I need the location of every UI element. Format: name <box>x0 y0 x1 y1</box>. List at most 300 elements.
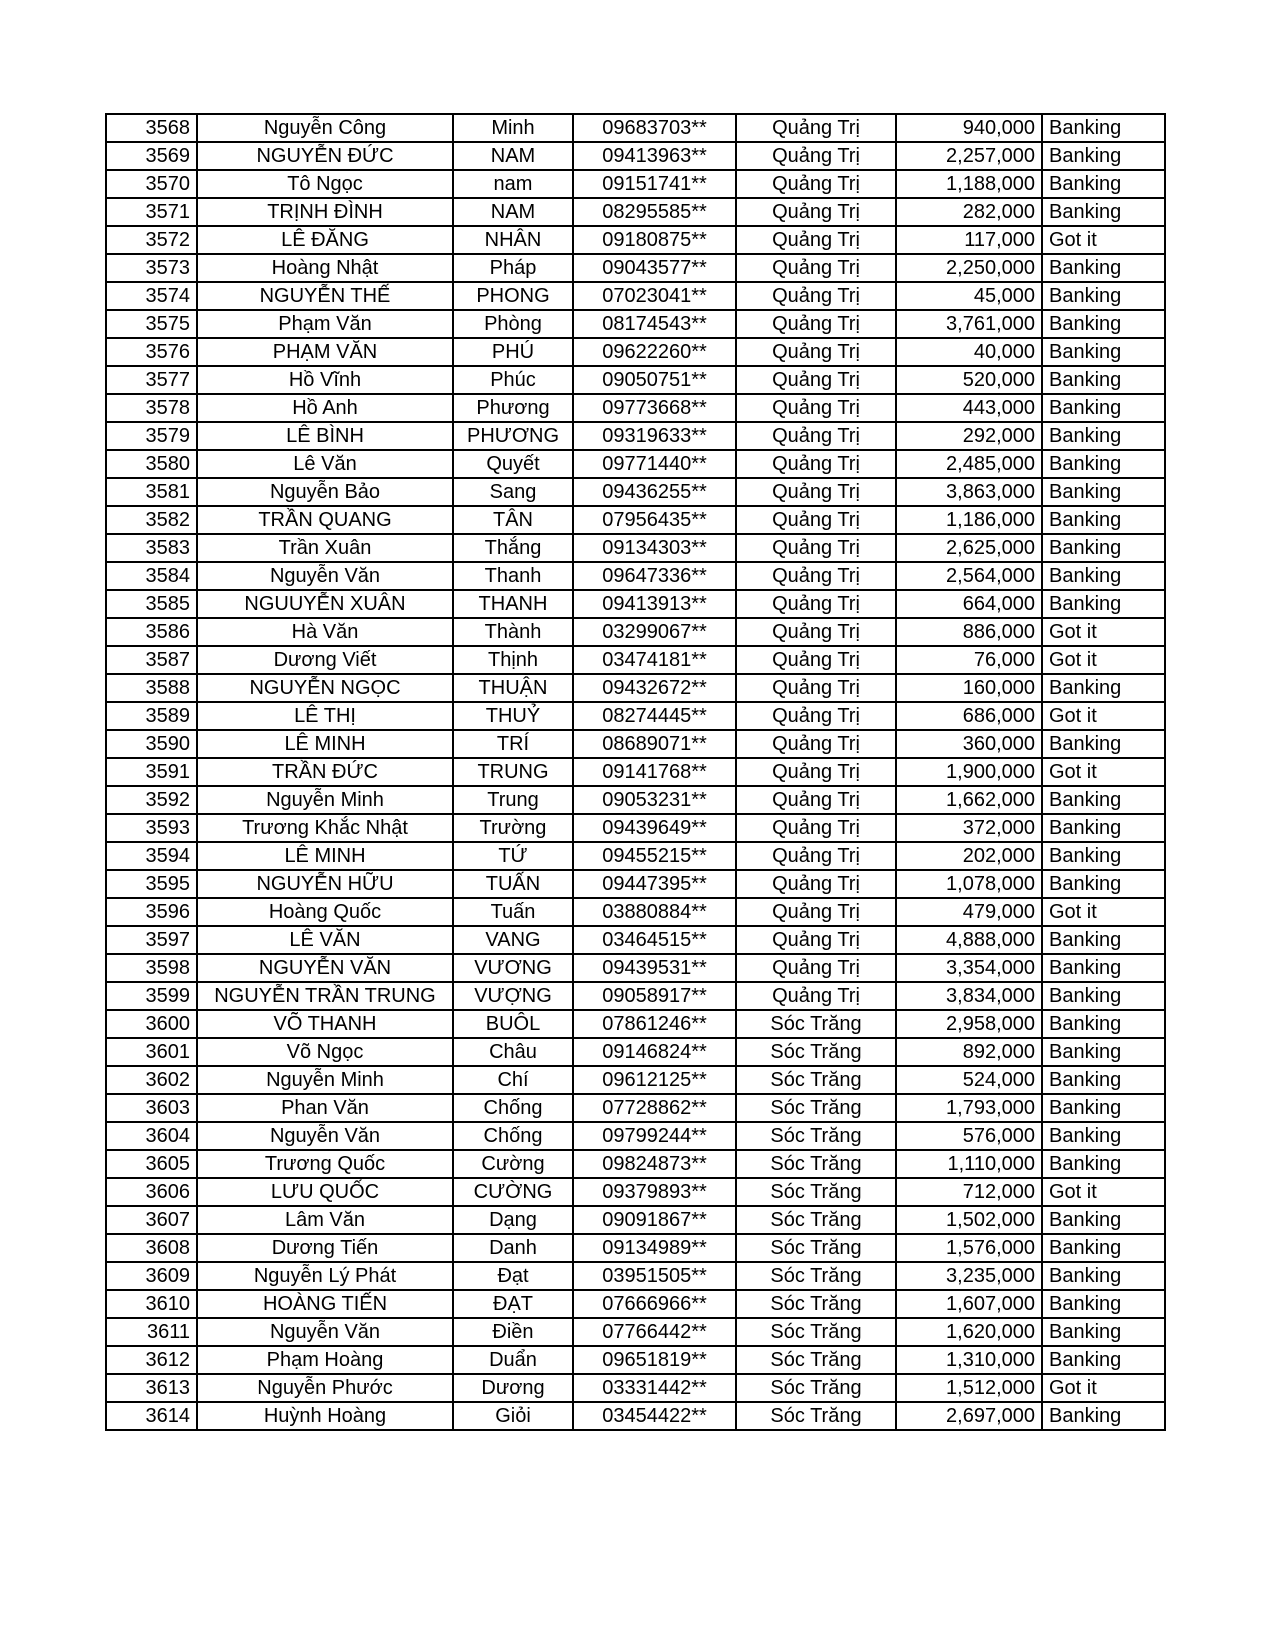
last-middle-name: Nguyễn Văn <box>197 1318 453 1346</box>
province: Quảng Trị <box>736 282 896 310</box>
first-name: Chống <box>453 1094 573 1122</box>
masked-phone: 08689071** <box>573 730 736 758</box>
winners-table <box>105 113 1166 1431</box>
table-row <box>106 1150 1165 1178</box>
last-middle-name: LƯU QUỐC <box>197 1178 453 1206</box>
table-row <box>106 114 1165 142</box>
first-name: TÂN <box>453 506 573 534</box>
prize-amount: 40,000 <box>896 338 1042 366</box>
masked-phone: 03880884** <box>573 898 736 926</box>
province: Sóc Trăng <box>736 1010 896 1038</box>
prize-amount: 664,000 <box>896 590 1042 618</box>
masked-phone: 08295585** <box>573 198 736 226</box>
prize-amount: 282,000 <box>896 198 1042 226</box>
province: Sóc Trăng <box>736 1318 896 1346</box>
table-row <box>106 982 1165 1010</box>
prize-amount: 712,000 <box>896 1178 1042 1206</box>
row-number: 3593 <box>106 814 197 842</box>
masked-phone: 03474181** <box>573 646 736 674</box>
prize-amount: 292,000 <box>896 422 1042 450</box>
first-name: PHÚ <box>453 338 573 366</box>
row-number: 3572 <box>106 226 197 254</box>
prize-amount: 372,000 <box>896 814 1042 842</box>
payment-method: Banking <box>1042 170 1165 198</box>
table-row <box>106 506 1165 534</box>
prize-amount: 2,958,000 <box>896 1010 1042 1038</box>
first-name: Dạng <box>453 1206 573 1234</box>
payment-method: Banking <box>1042 1346 1165 1374</box>
table-row <box>106 562 1165 590</box>
payment-method: Banking <box>1042 730 1165 758</box>
last-middle-name: LÊ ĐĂNG <box>197 226 453 254</box>
prize-amount: 2,697,000 <box>896 1402 1042 1430</box>
province: Quảng Trị <box>736 198 896 226</box>
row-number: 3609 <box>106 1262 197 1290</box>
table-row <box>106 338 1165 366</box>
first-name: Trường <box>453 814 573 842</box>
first-name: Giỏi <box>453 1402 573 1430</box>
table-row <box>106 814 1165 842</box>
row-number: 3590 <box>106 730 197 758</box>
table-row <box>106 842 1165 870</box>
row-number: 3596 <box>106 898 197 926</box>
province: Sóc Trăng <box>736 1066 896 1094</box>
table-row <box>106 226 1165 254</box>
row-number: 3592 <box>106 786 197 814</box>
last-middle-name: NGUYỄN HỮU <box>197 870 453 898</box>
first-name: VANG <box>453 926 573 954</box>
payment-method: Banking <box>1042 954 1165 982</box>
prize-amount: 1,512,000 <box>896 1374 1042 1402</box>
prize-amount: 2,250,000 <box>896 254 1042 282</box>
table-row <box>106 1038 1165 1066</box>
last-middle-name: TRẦN QUANG <box>197 506 453 534</box>
masked-phone: 09439649** <box>573 814 736 842</box>
first-name: Phương <box>453 394 573 422</box>
masked-phone: 03464515** <box>573 926 736 954</box>
prize-amount: 1,502,000 <box>896 1206 1042 1234</box>
first-name: Thịnh <box>453 646 573 674</box>
first-name: TRÍ <box>453 730 573 758</box>
row-number: 3577 <box>106 366 197 394</box>
row-number: 3599 <box>106 982 197 1010</box>
prize-amount: 1,620,000 <box>896 1318 1042 1346</box>
prize-amount: 202,000 <box>896 842 1042 870</box>
payment-method: Banking <box>1042 1066 1165 1094</box>
last-middle-name: LÊ VĂN <box>197 926 453 954</box>
masked-phone: 07728862** <box>573 1094 736 1122</box>
payment-method: Banking <box>1042 422 1165 450</box>
last-middle-name: LÊ BÌNH <box>197 422 453 450</box>
province: Sóc Trăng <box>736 1206 896 1234</box>
province: Quảng Trị <box>736 758 896 786</box>
last-middle-name: Nguyễn Minh <box>197 786 453 814</box>
payment-method: Got it <box>1042 898 1165 926</box>
province: Quảng Trị <box>736 730 896 758</box>
row-number: 3584 <box>106 562 197 590</box>
table-row <box>106 1010 1165 1038</box>
row-number: 3595 <box>106 870 197 898</box>
masked-phone: 09436255** <box>573 478 736 506</box>
last-middle-name: LÊ MINH <box>197 842 453 870</box>
table-row <box>106 590 1165 618</box>
table-row <box>106 170 1165 198</box>
row-number: 3579 <box>106 422 197 450</box>
prize-amount: 160,000 <box>896 674 1042 702</box>
masked-phone: 09651819** <box>573 1346 736 1374</box>
first-name: Pháp <box>453 254 573 282</box>
prize-amount: 1,186,000 <box>896 506 1042 534</box>
province: Quảng Trị <box>736 226 896 254</box>
first-name: TUẤN <box>453 870 573 898</box>
first-name: PHONG <box>453 282 573 310</box>
row-number: 3586 <box>106 618 197 646</box>
row-number: 3607 <box>106 1206 197 1234</box>
payment-method: Banking <box>1042 1318 1165 1346</box>
payment-method: Got it <box>1042 758 1165 786</box>
province: Sóc Trăng <box>736 1178 896 1206</box>
last-middle-name: Lê Văn <box>197 450 453 478</box>
payment-method: Banking <box>1042 114 1165 142</box>
first-name: Chống <box>453 1122 573 1150</box>
table-row <box>106 366 1165 394</box>
table-row <box>106 142 1165 170</box>
last-middle-name: NGUUYỄN XUÂN <box>197 590 453 618</box>
prize-amount: 2,485,000 <box>896 450 1042 478</box>
table-row <box>106 394 1165 422</box>
payment-method: Banking <box>1042 842 1165 870</box>
first-name: Phòng <box>453 310 573 338</box>
last-middle-name: Phạm Văn <box>197 310 453 338</box>
province: Quảng Trị <box>736 898 896 926</box>
last-middle-name: Nguyễn Bảo <box>197 478 453 506</box>
masked-phone: 08274445** <box>573 702 736 730</box>
first-name: VƯỢNG <box>453 982 573 1010</box>
last-middle-name: Dương Viết <box>197 646 453 674</box>
table-row <box>106 282 1165 310</box>
first-name: Tuấn <box>453 898 573 926</box>
payment-method: Banking <box>1042 254 1165 282</box>
payment-method: Banking <box>1042 1262 1165 1290</box>
prize-amount: 1,576,000 <box>896 1234 1042 1262</box>
province: Quảng Trị <box>736 142 896 170</box>
masked-phone: 03331442** <box>573 1374 736 1402</box>
prize-amount: 76,000 <box>896 646 1042 674</box>
first-name: Châu <box>453 1038 573 1066</box>
masked-phone: 03951505** <box>573 1262 736 1290</box>
payment-method: Banking <box>1042 478 1165 506</box>
table-row <box>106 1178 1165 1206</box>
row-number: 3612 <box>106 1346 197 1374</box>
row-number: 3606 <box>106 1178 197 1206</box>
first-name: Sang <box>453 478 573 506</box>
last-middle-name: NGUYỄN THẾ <box>197 282 453 310</box>
first-name: Trung <box>453 786 573 814</box>
first-name: NAM <box>453 142 573 170</box>
last-middle-name: NGUYỄN TRẦN TRUNG <box>197 982 453 1010</box>
row-number: 3568 <box>106 114 197 142</box>
last-middle-name: Nguyễn Văn <box>197 562 453 590</box>
first-name: Chí <box>453 1066 573 1094</box>
first-name: Đạt <box>453 1262 573 1290</box>
row-number: 3581 <box>106 478 197 506</box>
table-row <box>106 1346 1165 1374</box>
province: Quảng Trị <box>736 562 896 590</box>
prize-amount: 2,564,000 <box>896 562 1042 590</box>
masked-phone: 09413913** <box>573 590 736 618</box>
province: Sóc Trăng <box>736 1122 896 1150</box>
last-middle-name: Nguyễn Minh <box>197 1066 453 1094</box>
last-middle-name: Hồ Anh <box>197 394 453 422</box>
province: Sóc Trăng <box>736 1094 896 1122</box>
prize-amount: 940,000 <box>896 114 1042 142</box>
province: Quảng Trị <box>736 254 896 282</box>
row-number: 3603 <box>106 1094 197 1122</box>
masked-phone: 07861246** <box>573 1010 736 1038</box>
prize-amount: 2,625,000 <box>896 534 1042 562</box>
first-name: Phúc <box>453 366 573 394</box>
first-name: THANH <box>453 590 573 618</box>
first-name: Danh <box>453 1234 573 1262</box>
last-middle-name: PHẠM VĂN <box>197 338 453 366</box>
row-number: 3602 <box>106 1066 197 1094</box>
masked-phone: 03299067** <box>573 618 736 646</box>
masked-phone: 09043577** <box>573 254 736 282</box>
province: Sóc Trăng <box>736 1262 896 1290</box>
prize-amount: 1,078,000 <box>896 870 1042 898</box>
province: Quảng Trị <box>736 926 896 954</box>
last-middle-name: Hồ Vĩnh <box>197 366 453 394</box>
first-name: Dương <box>453 1374 573 1402</box>
table-row <box>106 1206 1165 1234</box>
row-number: 3583 <box>106 534 197 562</box>
prize-amount: 576,000 <box>896 1122 1042 1150</box>
masked-phone: 03454422** <box>573 1402 736 1430</box>
masked-phone: 09091867** <box>573 1206 736 1234</box>
last-middle-name: Tô Ngọc <box>197 170 453 198</box>
table-row <box>106 1374 1165 1402</box>
payment-method: Got it <box>1042 618 1165 646</box>
last-middle-name: NGUYỄN NGỌC <box>197 674 453 702</box>
province: Quảng Trị <box>736 534 896 562</box>
province: Quảng Trị <box>736 450 896 478</box>
last-middle-name: Trương Khắc Nhật <box>197 814 453 842</box>
payment-method: Banking <box>1042 1010 1165 1038</box>
masked-phone: 09413963** <box>573 142 736 170</box>
table-row <box>106 478 1165 506</box>
row-number: 3574 <box>106 282 197 310</box>
payment-method: Banking <box>1042 1206 1165 1234</box>
last-middle-name: Hà Văn <box>197 618 453 646</box>
province: Quảng Trị <box>736 506 896 534</box>
table-row <box>106 310 1165 338</box>
payment-method: Got it <box>1042 702 1165 730</box>
table-row <box>106 254 1165 282</box>
payment-method: Banking <box>1042 282 1165 310</box>
payment-method: Got it <box>1042 1374 1165 1402</box>
first-name: CƯỜNG <box>453 1178 573 1206</box>
masked-phone: 09683703** <box>573 114 736 142</box>
masked-phone: 07956435** <box>573 506 736 534</box>
payment-method: Banking <box>1042 870 1165 898</box>
last-middle-name: Huỳnh Hoàng <box>197 1402 453 1430</box>
province: Quảng Trị <box>736 870 896 898</box>
table-row <box>106 646 1165 674</box>
payment-method: Got it <box>1042 646 1165 674</box>
masked-phone: 09134303** <box>573 534 736 562</box>
payment-method: Banking <box>1042 982 1165 1010</box>
first-name: BUÔL <box>453 1010 573 1038</box>
last-middle-name: Nguyễn Phước <box>197 1374 453 1402</box>
masked-phone: 09622260** <box>573 338 736 366</box>
payment-method: Got it <box>1042 226 1165 254</box>
masked-phone: 09053231** <box>573 786 736 814</box>
prize-amount: 3,235,000 <box>896 1262 1042 1290</box>
payment-method: Banking <box>1042 562 1165 590</box>
row-number: 3598 <box>106 954 197 982</box>
table-row <box>106 674 1165 702</box>
first-name: Cường <box>453 1150 573 1178</box>
last-middle-name: Phạm Hoàng <box>197 1346 453 1374</box>
last-middle-name: Hoàng Nhật <box>197 254 453 282</box>
province: Quảng Trị <box>736 954 896 982</box>
province: Sóc Trăng <box>736 1038 896 1066</box>
prize-amount: 479,000 <box>896 898 1042 926</box>
payment-method: Banking <box>1042 450 1165 478</box>
last-middle-name: HOÀNG TIẾN <box>197 1290 453 1318</box>
masked-phone: 09647336** <box>573 562 736 590</box>
row-number: 3594 <box>106 842 197 870</box>
table-row <box>106 450 1165 478</box>
row-number: 3570 <box>106 170 197 198</box>
province: Quảng Trị <box>736 422 896 450</box>
province: Quảng Trị <box>736 590 896 618</box>
row-number: 3575 <box>106 310 197 338</box>
first-name: Thắng <box>453 534 573 562</box>
payment-method: Banking <box>1042 142 1165 170</box>
prize-amount: 1,607,000 <box>896 1290 1042 1318</box>
table-row <box>106 926 1165 954</box>
province: Sóc Trăng <box>736 1402 896 1430</box>
prize-amount: 886,000 <box>896 618 1042 646</box>
table-row <box>106 1318 1165 1346</box>
masked-phone: 09141768** <box>573 758 736 786</box>
row-number: 3610 <box>106 1290 197 1318</box>
prize-amount: 45,000 <box>896 282 1042 310</box>
payment-method: Banking <box>1042 814 1165 842</box>
table-row <box>106 1234 1165 1262</box>
last-middle-name: VÕ THANH <box>197 1010 453 1038</box>
payment-method: Banking <box>1042 926 1165 954</box>
prize-amount: 1,662,000 <box>896 786 1042 814</box>
masked-phone: 09824873** <box>573 1150 736 1178</box>
payment-method: Banking <box>1042 590 1165 618</box>
prize-amount: 3,834,000 <box>896 982 1042 1010</box>
prize-amount: 1,110,000 <box>896 1150 1042 1178</box>
masked-phone: 09151741** <box>573 170 736 198</box>
province: Quảng Trị <box>736 478 896 506</box>
province: Quảng Trị <box>736 674 896 702</box>
row-number: 3613 <box>106 1374 197 1402</box>
first-name: NAM <box>453 198 573 226</box>
province: Quảng Trị <box>736 702 896 730</box>
province: Quảng Trị <box>736 982 896 1010</box>
row-number: 3580 <box>106 450 197 478</box>
row-number: 3578 <box>106 394 197 422</box>
province: Quảng Trị <box>736 366 896 394</box>
payment-method: Banking <box>1042 1094 1165 1122</box>
row-number: 3604 <box>106 1122 197 1150</box>
last-middle-name: Hoàng Quốc <box>197 898 453 926</box>
row-number: 3576 <box>106 338 197 366</box>
prize-amount: 3,354,000 <box>896 954 1042 982</box>
last-middle-name: LÊ THỊ <box>197 702 453 730</box>
last-middle-name: TRẦN ĐỨC <box>197 758 453 786</box>
last-middle-name: Lâm Văn <box>197 1206 453 1234</box>
first-name: THUỶ <box>453 702 573 730</box>
masked-phone: 09455215** <box>573 842 736 870</box>
payment-method: Banking <box>1042 1290 1165 1318</box>
table-row <box>106 758 1165 786</box>
row-number: 3605 <box>106 1150 197 1178</box>
province: Quảng Trị <box>736 646 896 674</box>
masked-phone: 09180875** <box>573 226 736 254</box>
masked-phone: 09612125** <box>573 1066 736 1094</box>
first-name: TRUNG <box>453 758 573 786</box>
masked-phone: 09058917** <box>573 982 736 1010</box>
first-name: TỨ <box>453 842 573 870</box>
province: Sóc Trăng <box>736 1374 896 1402</box>
row-number: 3589 <box>106 702 197 730</box>
province: Quảng Trị <box>736 310 896 338</box>
row-number: 3614 <box>106 1402 197 1430</box>
last-middle-name: Trần Xuân <box>197 534 453 562</box>
row-number: 3571 <box>106 198 197 226</box>
table-body <box>106 114 1165 1430</box>
row-number: 3601 <box>106 1038 197 1066</box>
row-number: 3588 <box>106 674 197 702</box>
province: Sóc Trăng <box>736 1234 896 1262</box>
masked-phone: 09432672** <box>573 674 736 702</box>
row-number: 3597 <box>106 926 197 954</box>
prize-amount: 3,761,000 <box>896 310 1042 338</box>
province: Quảng Trị <box>736 170 896 198</box>
payment-method: Banking <box>1042 338 1165 366</box>
last-middle-name: NGUYỄN VĂN <box>197 954 453 982</box>
prize-amount: 3,863,000 <box>896 478 1042 506</box>
province: Quảng Trị <box>736 394 896 422</box>
province: Quảng Trị <box>736 814 896 842</box>
row-number: 3608 <box>106 1234 197 1262</box>
prize-amount: 1,900,000 <box>896 758 1042 786</box>
row-number: 3585 <box>106 590 197 618</box>
prize-amount: 686,000 <box>896 702 1042 730</box>
province: Quảng Trị <box>736 786 896 814</box>
masked-phone: 09050751** <box>573 366 736 394</box>
table-row <box>106 954 1165 982</box>
table-row <box>106 1290 1165 1318</box>
payment-method: Banking <box>1042 1234 1165 1262</box>
table-row <box>106 1402 1165 1430</box>
province: Sóc Trăng <box>736 1346 896 1374</box>
masked-phone: 09134989** <box>573 1234 736 1262</box>
masked-phone: 07766442** <box>573 1318 736 1346</box>
masked-phone: 09447395** <box>573 870 736 898</box>
prize-amount: 520,000 <box>896 366 1042 394</box>
prize-amount: 2,257,000 <box>896 142 1042 170</box>
payment-method: Got it <box>1042 1178 1165 1206</box>
province: Sóc Trăng <box>736 1150 896 1178</box>
